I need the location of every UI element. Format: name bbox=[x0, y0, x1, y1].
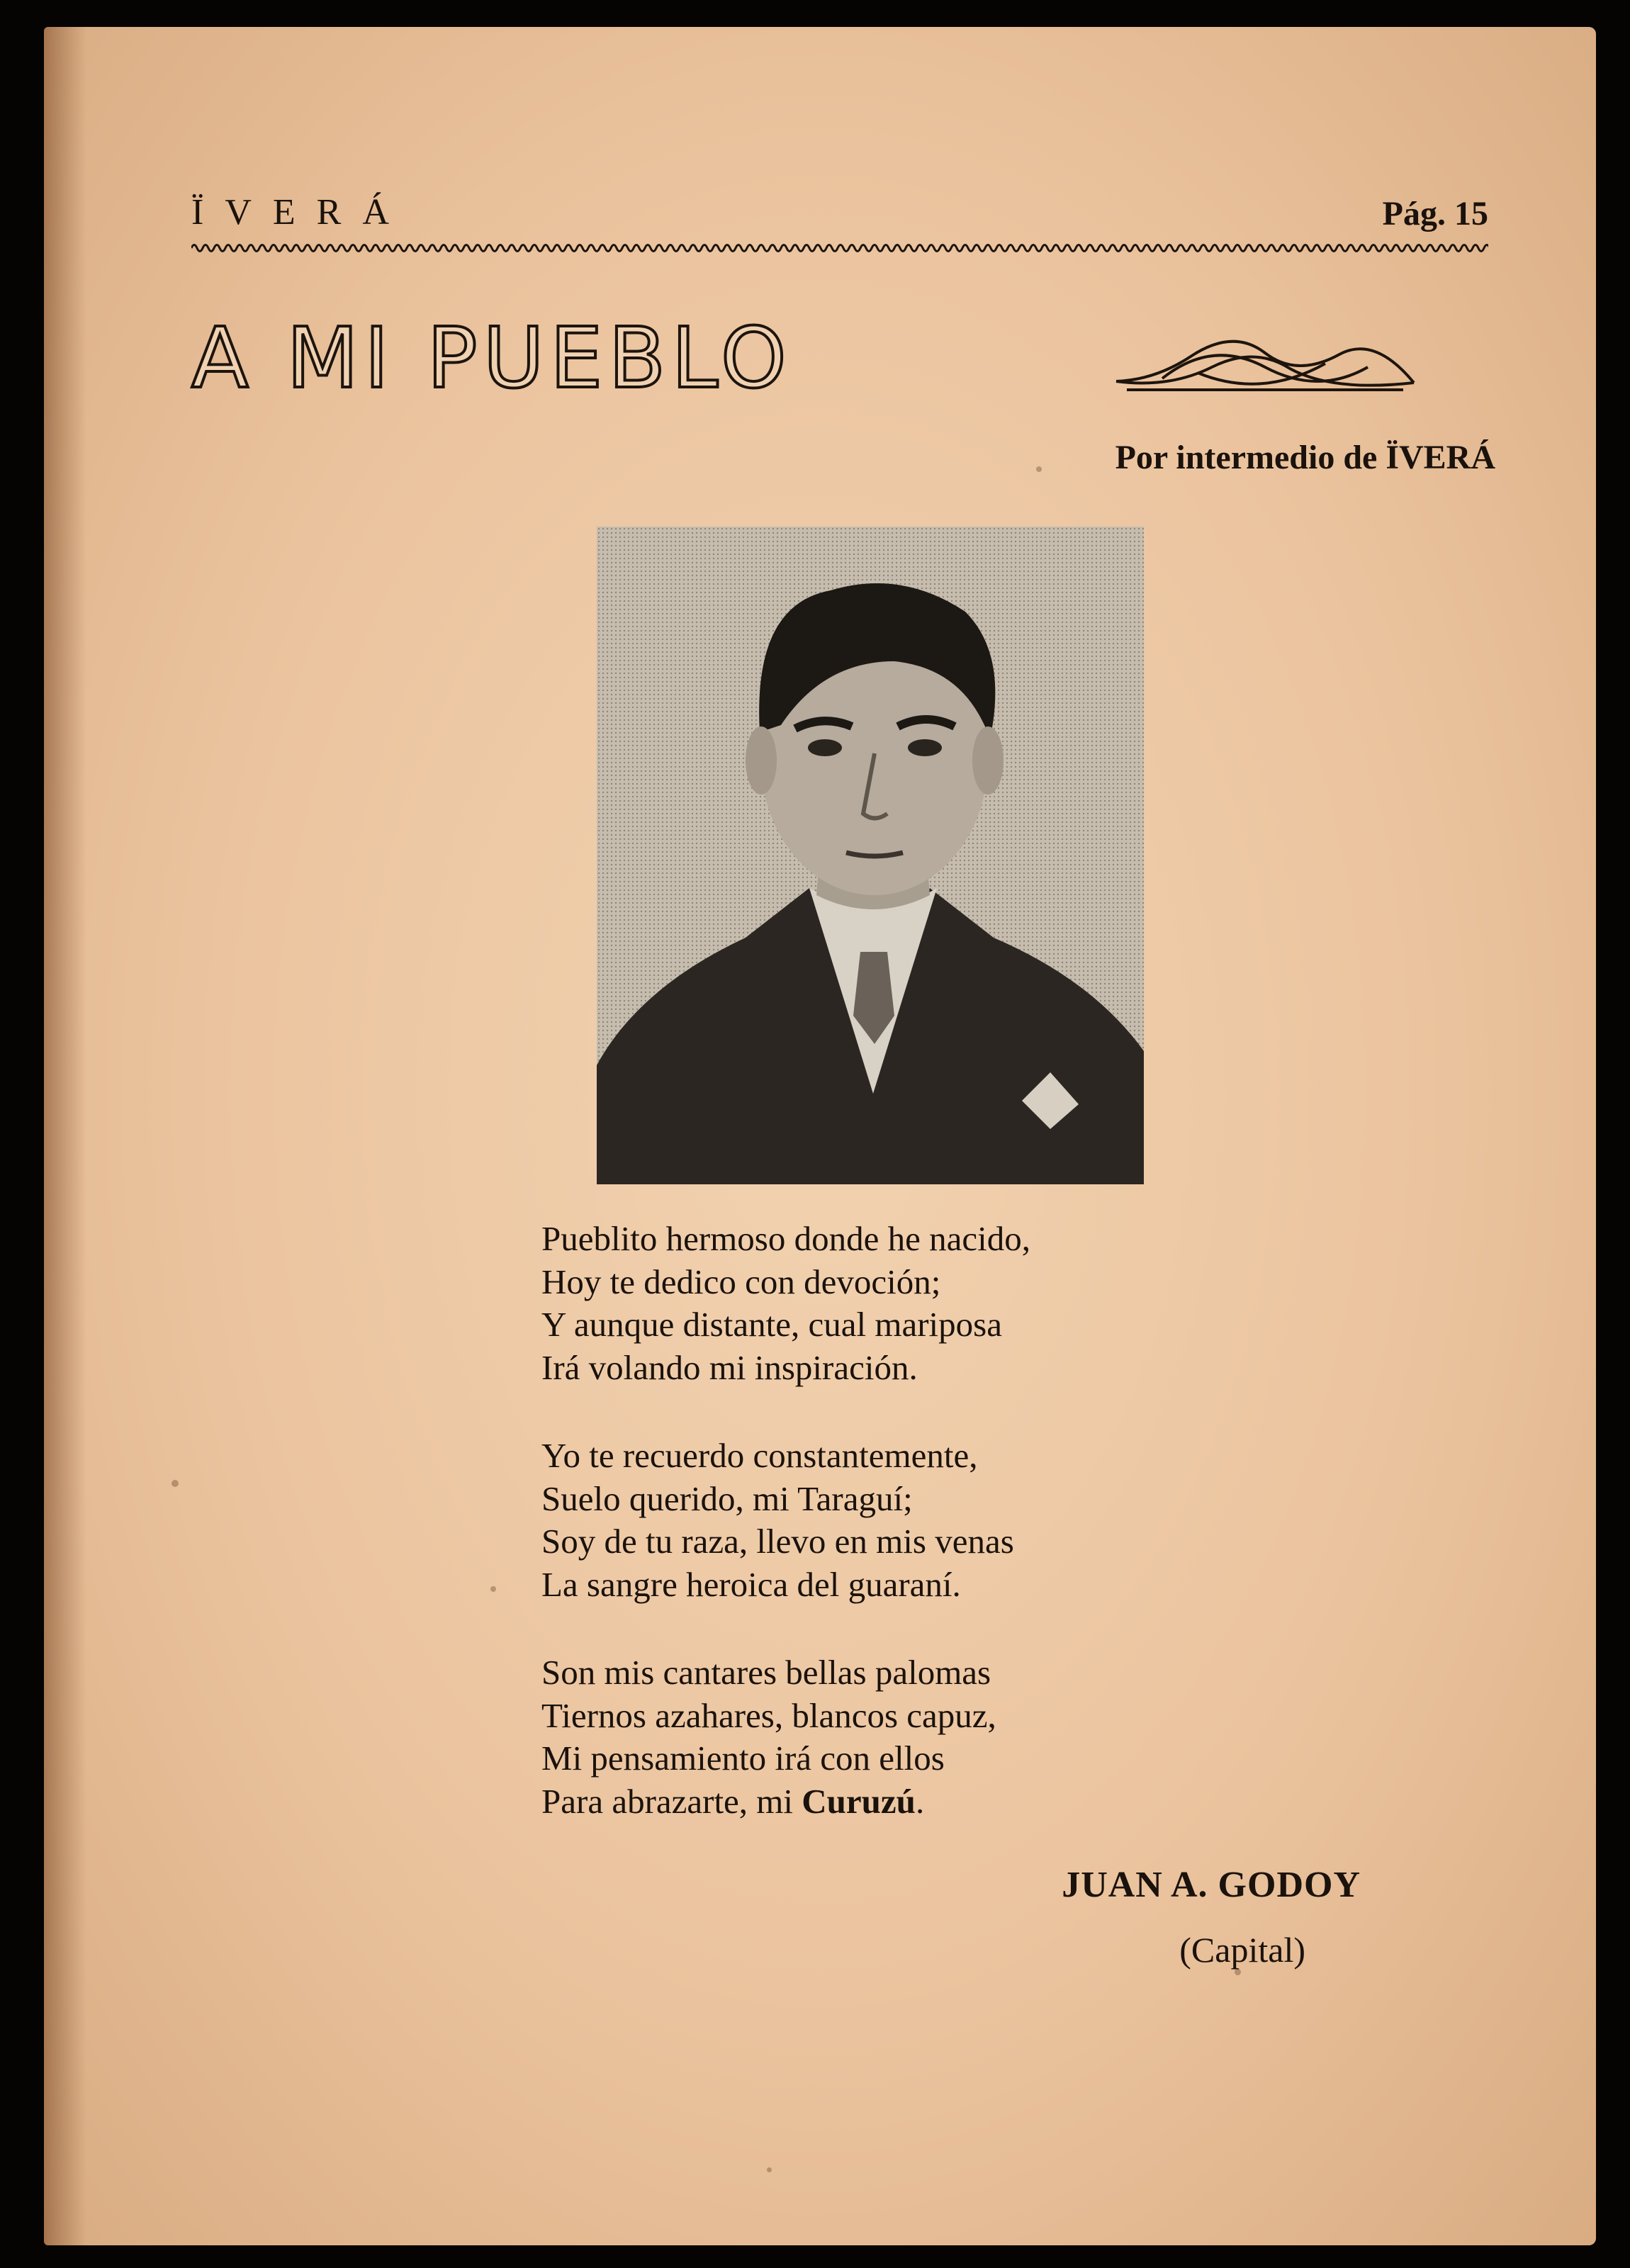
paper-speck bbox=[1036, 466, 1042, 472]
poem-line: Son mis cantares bellas palomas bbox=[541, 1653, 991, 1692]
poem-final-punct: . bbox=[915, 1781, 925, 1821]
poem-line: Y aunque distante, cual mariposa bbox=[541, 1305, 1002, 1344]
author-name: JUAN A. GODOY bbox=[1062, 1865, 1361, 1905]
author-place: (Capital) bbox=[1179, 1930, 1305, 1970]
paper-speck bbox=[767, 2167, 772, 2172]
byline: Por intermedio de ÏVERÁ bbox=[1115, 439, 1495, 476]
poem-line: Irá volando mi inspiración. bbox=[541, 1347, 918, 1387]
decorative-flourish bbox=[1113, 325, 1417, 403]
page-number: Pág. 15 bbox=[1382, 195, 1488, 232]
paper-speck bbox=[172, 1480, 179, 1487]
poem-line-final bbox=[541, 1780, 1250, 1824]
poem-stanza bbox=[541, 1651, 1250, 1823]
running-head bbox=[191, 191, 1488, 241]
poem-line: Hoy te dedico con devoción; bbox=[541, 1262, 941, 1301]
poem-line-text: Para abrazarte, mi bbox=[541, 1781, 802, 1821]
poem-stanza bbox=[541, 1435, 1250, 1606]
poem bbox=[541, 1218, 1250, 1868]
poem-line: Mi pensamiento irá con ellos bbox=[541, 1739, 945, 1778]
poem-line: Pueblito hermoso donde he nacido, bbox=[541, 1219, 1030, 1258]
paper-speck bbox=[490, 1586, 496, 1592]
wavy-divider bbox=[191, 240, 1488, 257]
article-title: A MI PUEBLO bbox=[191, 309, 792, 407]
poem-line: Tiernos azahares, blancos capuz, bbox=[541, 1695, 996, 1735]
poem-stanza bbox=[541, 1218, 1250, 1389]
author-portrait bbox=[597, 527, 1144, 1184]
portrait-image bbox=[597, 527, 1144, 1184]
poem-emphasis: Curuzú bbox=[802, 1781, 916, 1821]
poem-line: Soy de tu raza, llevo en mis venas bbox=[541, 1522, 1014, 1561]
page-gutter-shadow bbox=[44, 27, 86, 2245]
magazine-name: ÏVERÁ bbox=[191, 192, 410, 232]
poem-line: Yo te recuerdo constantemente, bbox=[541, 1436, 978, 1475]
poem-line: Suelo querido, mi Taraguí; bbox=[541, 1478, 913, 1518]
poem-line: La sangre heroica del guaraní. bbox=[541, 1564, 961, 1604]
